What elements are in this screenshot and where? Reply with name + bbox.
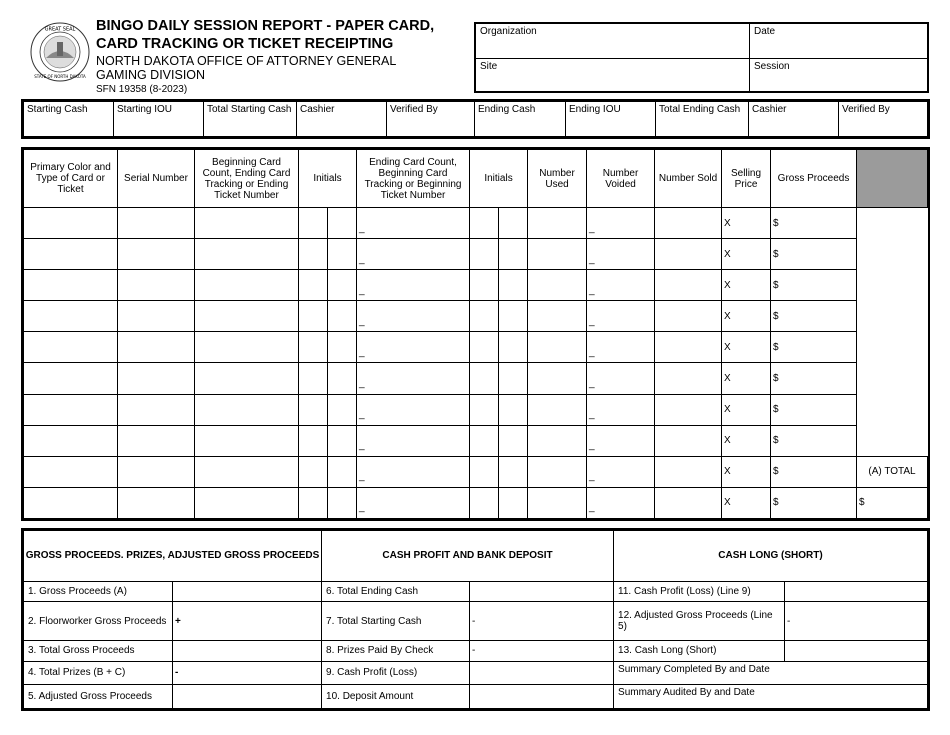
form-number: SFN 19358 (8-2023) bbox=[96, 84, 188, 95]
header-number-voided: Number Voided bbox=[587, 150, 655, 208]
agency-name bbox=[96, 54, 396, 82]
gross-proceeds-cell[interactable]: $ bbox=[771, 487, 857, 518]
site-label: Site bbox=[480, 61, 498, 72]
initials-2b-cell[interactable] bbox=[499, 394, 528, 425]
card-type-cell[interactable] bbox=[24, 363, 118, 394]
starting-cashier-field[interactable]: Cashier bbox=[297, 102, 387, 137]
gross-proceeds-cell[interactable]: $ bbox=[771, 456, 857, 487]
selling-price-cell[interactable]: X bbox=[722, 425, 771, 456]
gross-proceeds-cell[interactable]: $ bbox=[771, 239, 857, 270]
summary-header-cash-profit: CASH PROFIT AND BANK DEPOSIT bbox=[322, 531, 614, 582]
cash-line-label: 9. Cash Profit (Loss) bbox=[322, 661, 470, 685]
beginning-count-cell[interactable] bbox=[195, 270, 299, 301]
number-sold-cell[interactable] bbox=[655, 270, 722, 301]
site-field[interactable] bbox=[476, 59, 750, 91]
gross-proceeds-cell[interactable]: $ bbox=[771, 332, 857, 363]
cash-line-label: 8. Prizes Paid By Check bbox=[322, 641, 470, 661]
long-line-value[interactable]: - bbox=[785, 602, 928, 641]
table-row bbox=[24, 363, 928, 394]
initials-1a-cell[interactable] bbox=[299, 239, 328, 270]
serial-number-cell[interactable] bbox=[118, 363, 195, 394]
gross-line-value[interactable] bbox=[173, 581, 322, 601]
initials-2a-cell[interactable] bbox=[470, 301, 499, 332]
header-row bbox=[24, 150, 928, 208]
number-used-cell[interactable] bbox=[528, 239, 587, 270]
gross-line-label: 3. Total Gross Proceeds bbox=[24, 641, 173, 661]
initials-2b-cell[interactable] bbox=[499, 301, 528, 332]
number-voided-cell[interactable]: _ bbox=[587, 208, 655, 239]
selling-price-cell[interactable]: X bbox=[722, 394, 771, 425]
initials-2a-cell[interactable] bbox=[470, 270, 499, 301]
table-row bbox=[24, 332, 928, 363]
initials-2b-cell[interactable] bbox=[499, 239, 528, 270]
card-type-cell[interactable] bbox=[24, 301, 118, 332]
selling-price-cell[interactable]: X bbox=[722, 270, 771, 301]
table-row bbox=[24, 239, 928, 270]
initials-1b-cell[interactable] bbox=[328, 332, 357, 363]
initials-1a-cell[interactable] bbox=[299, 332, 328, 363]
serial-number-cell[interactable] bbox=[118, 394, 195, 425]
number-used-cell[interactable] bbox=[528, 301, 587, 332]
table-row bbox=[24, 425, 928, 456]
initials-1b-cell[interactable] bbox=[328, 425, 357, 456]
session-label: Session bbox=[754, 61, 790, 72]
initials-2a-cell[interactable] bbox=[470, 394, 499, 425]
form-title-line2: CARD TRACKING OR TICKET RECEIPTING bbox=[96, 36, 394, 52]
card-type-cell[interactable] bbox=[24, 394, 118, 425]
beginning-count-cell[interactable] bbox=[195, 456, 299, 487]
summary-row bbox=[24, 581, 928, 601]
ending-iou-field[interactable]: Ending IOU bbox=[566, 102, 656, 137]
selling-price-cell[interactable]: X bbox=[722, 332, 771, 363]
cash-line-value[interactable] bbox=[470, 661, 614, 685]
number-used-cell[interactable] bbox=[528, 332, 587, 363]
number-sold-cell[interactable] bbox=[655, 363, 722, 394]
summary-section bbox=[21, 528, 930, 711]
card-type-cell[interactable] bbox=[24, 208, 118, 239]
beginning-count-cell[interactable] bbox=[195, 487, 299, 518]
ending-cashier-field[interactable]: Cashier bbox=[749, 102, 839, 137]
initials-1a-cell[interactable] bbox=[299, 487, 328, 518]
number-sold-cell[interactable] bbox=[655, 487, 722, 518]
shaded-block bbox=[857, 150, 928, 208]
session-info-box bbox=[474, 22, 929, 93]
serial-number-cell[interactable] bbox=[118, 425, 195, 456]
initials-2b-cell[interactable] bbox=[499, 363, 528, 394]
ending-count-cell[interactable]: _ bbox=[357, 239, 470, 270]
gross-line-label: 1. Gross Proceeds (A) bbox=[24, 581, 173, 601]
total-value-cell[interactable]: $ bbox=[857, 487, 928, 518]
total-label: (A) TOTAL bbox=[857, 456, 928, 487]
beginning-count-cell[interactable] bbox=[195, 239, 299, 270]
ending-cash-field[interactable]: Ending Cash bbox=[475, 102, 566, 137]
gross-proceeds-cell[interactable]: $ bbox=[771, 208, 857, 239]
summary-row bbox=[24, 641, 928, 661]
summary-body bbox=[24, 581, 928, 708]
organization-label: Organization bbox=[480, 26, 537, 37]
gross-line-value[interactable] bbox=[173, 641, 322, 661]
cash-line-label: 7. Total Starting Cash bbox=[322, 602, 470, 641]
cash-line-label: 10. Deposit Amount bbox=[322, 685, 470, 709]
starting-iou-field[interactable]: Starting IOU bbox=[114, 102, 204, 137]
number-voided-cell[interactable]: _ bbox=[587, 394, 655, 425]
long-line-value[interactable] bbox=[785, 581, 928, 601]
card-type-cell[interactable] bbox=[24, 456, 118, 487]
cash-line-value[interactable]: - bbox=[470, 641, 614, 661]
agency-line1: NORTH DAKOTA OFFICE OF ATTORNEY GENERAL bbox=[96, 54, 397, 68]
initials-1a-cell[interactable] bbox=[299, 270, 328, 301]
serial-number-cell[interactable] bbox=[118, 270, 195, 301]
card-type-cell[interactable] bbox=[24, 487, 118, 518]
starting-verified-by-field[interactable]: Verified By bbox=[387, 102, 475, 137]
table-row bbox=[24, 456, 928, 487]
summary-row bbox=[24, 602, 928, 641]
header-selling-price: Selling Price bbox=[722, 150, 771, 208]
number-sold-cell[interactable] bbox=[655, 332, 722, 363]
number-sold-cell[interactable] bbox=[655, 456, 722, 487]
ending-count-cell[interactable]: _ bbox=[357, 332, 470, 363]
initials-1a-cell[interactable] bbox=[299, 425, 328, 456]
total-ending-cash-field[interactable]: Total Ending Cash bbox=[656, 102, 749, 137]
summary-header-gross: GROSS PROCEEDS. PRIZES, ADJUSTED GROSS PROCEEDS bbox=[24, 531, 322, 582]
initials-1b-cell[interactable] bbox=[328, 239, 357, 270]
table-body bbox=[24, 208, 928, 519]
gross-line-value[interactable]: - bbox=[173, 661, 322, 685]
seal-text-top: GREAT SEAL bbox=[44, 26, 76, 33]
initials-2b-cell[interactable] bbox=[499, 332, 528, 363]
initials-2a-cell[interactable] bbox=[470, 363, 499, 394]
ending-count-cell[interactable]: _ bbox=[357, 270, 470, 301]
initials-2b-cell[interactable] bbox=[499, 208, 528, 239]
initials-1a-cell[interactable] bbox=[299, 456, 328, 487]
number-voided-cell[interactable]: _ bbox=[587, 363, 655, 394]
number-sold-cell[interactable] bbox=[655, 239, 722, 270]
summary-header-cash-long: CASH LONG (SHORT) bbox=[614, 531, 928, 582]
header-initials-1: Initials bbox=[299, 150, 357, 208]
seal-text-bottom: STATE OF NORTH DAKOTA bbox=[34, 74, 86, 79]
long-line-label: 11. Cash Profit (Loss) (Line 9) bbox=[614, 581, 785, 601]
initials-2a-cell[interactable] bbox=[470, 456, 499, 487]
summary-audited-by-field[interactable]: Summary Audited By and Date bbox=[614, 685, 928, 709]
table-row bbox=[24, 270, 928, 301]
initials-2b-cell[interactable] bbox=[499, 456, 528, 487]
beginning-count-cell[interactable] bbox=[195, 332, 299, 363]
gross-line-label: 2. Floorworker Gross Proceeds bbox=[24, 602, 173, 641]
summary-completed-by-field[interactable]: Summary Completed By and Date bbox=[614, 661, 928, 685]
initials-1a-cell[interactable] bbox=[299, 363, 328, 394]
ending-verified-by-field[interactable]: Verified By bbox=[839, 102, 928, 137]
state-seal-icon bbox=[30, 22, 90, 82]
initials-2a-cell[interactable] bbox=[470, 239, 499, 270]
selling-price-cell[interactable]: X bbox=[722, 363, 771, 394]
number-used-cell[interactable] bbox=[528, 425, 587, 456]
date-field[interactable] bbox=[750, 24, 927, 59]
number-voided-cell[interactable]: _ bbox=[587, 239, 655, 270]
card-type-cell[interactable] bbox=[24, 332, 118, 363]
beginning-count-cell[interactable] bbox=[195, 363, 299, 394]
selling-price-cell[interactable]: X bbox=[722, 456, 771, 487]
card-type-cell[interactable] bbox=[24, 239, 118, 270]
serial-number-cell[interactable] bbox=[118, 208, 195, 239]
long-line-label: 12. Adjusted Gross Proceeds (Line 5) bbox=[614, 602, 785, 641]
gross-proceeds-cell[interactable]: $ bbox=[771, 394, 857, 425]
serial-number-cell[interactable] bbox=[118, 239, 195, 270]
gross-proceeds-cell[interactable]: $ bbox=[771, 363, 857, 394]
cash-line-value[interactable] bbox=[470, 581, 614, 601]
gross-line-label: 4. Total Prizes (B + C) bbox=[24, 661, 173, 685]
initials-2a-cell[interactable] bbox=[470, 425, 499, 456]
gross-proceeds-cell[interactable]: $ bbox=[771, 301, 857, 332]
summary-header-row bbox=[24, 531, 928, 582]
agency-line2: GAMING DIVISION bbox=[96, 68, 206, 82]
long-line-label: 13. Cash Long (Short) bbox=[614, 641, 785, 661]
header-number-sold: Number Sold bbox=[655, 150, 722, 208]
card-type-cell[interactable] bbox=[24, 425, 118, 456]
starting-cash-field[interactable]: Starting Cash bbox=[24, 102, 114, 137]
card-tracking-table bbox=[21, 147, 930, 521]
beginning-count-cell[interactable] bbox=[195, 425, 299, 456]
beginning-count-cell[interactable] bbox=[195, 208, 299, 239]
ending-count-cell[interactable]: _ bbox=[357, 208, 470, 239]
table-row bbox=[24, 208, 928, 239]
number-used-cell[interactable] bbox=[528, 270, 587, 301]
gross-line-label: 5. Adjusted Gross Proceeds bbox=[24, 685, 173, 709]
cash-bar-row bbox=[24, 102, 928, 137]
header-gross-proceeds: Gross Proceeds bbox=[771, 150, 857, 208]
initials-1b-cell[interactable] bbox=[328, 363, 357, 394]
ending-count-cell[interactable]: _ bbox=[357, 456, 470, 487]
cash-line-value[interactable]: - bbox=[470, 602, 614, 641]
number-used-cell[interactable] bbox=[528, 487, 587, 518]
header-beginning-count: Beginning Card Count, Ending Card Tracking or Ending Ticket Number bbox=[195, 150, 299, 208]
serial-number-cell[interactable] bbox=[118, 332, 195, 363]
initials-2b-cell[interactable] bbox=[499, 487, 528, 518]
long-line-value[interactable] bbox=[785, 641, 928, 661]
beginning-count-cell[interactable] bbox=[195, 301, 299, 332]
initials-1b-cell[interactable] bbox=[328, 301, 357, 332]
date-label: Date bbox=[754, 26, 776, 37]
initials-2b-cell[interactable] bbox=[499, 270, 528, 301]
initials-1a-cell[interactable] bbox=[299, 301, 328, 332]
selling-price-cell[interactable]: X bbox=[722, 487, 771, 518]
cash-line-value[interactable] bbox=[470, 685, 614, 709]
table-row bbox=[24, 394, 928, 425]
header-number-used: Number Used bbox=[528, 150, 587, 208]
initials-2a-cell[interactable] bbox=[470, 332, 499, 363]
selling-price-cell[interactable]: X bbox=[722, 208, 771, 239]
number-voided-cell[interactable]: _ bbox=[587, 425, 655, 456]
gross-line-value[interactable] bbox=[173, 685, 322, 709]
ending-count-cell[interactable]: _ bbox=[357, 487, 470, 518]
serial-number-cell[interactable] bbox=[118, 301, 195, 332]
number-sold-cell[interactable] bbox=[655, 425, 722, 456]
form-title-line1: BINGO DAILY SESSION REPORT - PAPER CARD, bbox=[96, 18, 435, 34]
number-used-cell[interactable] bbox=[528, 456, 587, 487]
initials-2a-cell[interactable] bbox=[470, 487, 499, 518]
number-used-cell[interactable] bbox=[528, 394, 587, 425]
card-type-cell[interactable] bbox=[24, 270, 118, 301]
beginning-count-cell[interactable] bbox=[195, 394, 299, 425]
organization-field[interactable] bbox=[476, 24, 750, 59]
initials-1a-cell[interactable] bbox=[299, 208, 328, 239]
ending-count-cell[interactable]: _ bbox=[357, 394, 470, 425]
header-ending-count: Ending Card Count, Beginning Card Tracking or Beginning Ticket Number bbox=[357, 150, 470, 208]
selling-price-cell[interactable]: X bbox=[722, 301, 771, 332]
header-initials-2: Initials bbox=[470, 150, 528, 208]
number-used-cell[interactable] bbox=[528, 208, 587, 239]
header-serial-number: Serial Number bbox=[118, 150, 195, 208]
number-sold-cell[interactable] bbox=[655, 301, 722, 332]
gross-proceeds-cell[interactable]: $ bbox=[771, 425, 857, 456]
table-row bbox=[24, 301, 928, 332]
number-voided-cell[interactable]: _ bbox=[587, 487, 655, 518]
initials-1b-cell[interactable] bbox=[328, 394, 357, 425]
initials-1a-cell[interactable] bbox=[299, 394, 328, 425]
ending-count-cell[interactable]: _ bbox=[357, 363, 470, 394]
total-starting-cash-field[interactable]: Total Starting Cash bbox=[204, 102, 297, 137]
cash-bar bbox=[21, 99, 930, 139]
number-sold-cell[interactable] bbox=[655, 394, 722, 425]
number-sold-cell[interactable] bbox=[655, 208, 722, 239]
gross-proceeds-cell[interactable]: $ bbox=[771, 270, 857, 301]
gross-line-value[interactable]: + bbox=[173, 602, 322, 641]
form-title bbox=[96, 17, 468, 53]
initials-1b-cell[interactable] bbox=[328, 487, 357, 518]
number-voided-cell[interactable]: _ bbox=[587, 456, 655, 487]
number-voided-cell[interactable]: _ bbox=[587, 270, 655, 301]
serial-number-cell[interactable] bbox=[118, 456, 195, 487]
summary-row bbox=[24, 661, 928, 685]
number-voided-cell[interactable]: _ bbox=[587, 301, 655, 332]
cash-line-label: 6. Total Ending Cash bbox=[322, 581, 470, 601]
ending-count-cell[interactable]: _ bbox=[357, 425, 470, 456]
number-used-cell[interactable] bbox=[528, 363, 587, 394]
header-card-type: Primary Color and Type of Card or Ticket bbox=[24, 150, 118, 208]
summary-row bbox=[24, 685, 928, 709]
initials-1b-cell[interactable] bbox=[328, 270, 357, 301]
table-row bbox=[24, 487, 928, 518]
ending-count-cell[interactable]: _ bbox=[357, 301, 470, 332]
initials-2b-cell[interactable] bbox=[499, 425, 528, 456]
number-voided-cell[interactable]: _ bbox=[587, 332, 655, 363]
initials-2a-cell[interactable] bbox=[470, 208, 499, 239]
initials-1b-cell[interactable] bbox=[328, 456, 357, 487]
serial-number-cell[interactable] bbox=[118, 487, 195, 518]
initials-1b-cell[interactable] bbox=[328, 208, 357, 239]
session-field[interactable] bbox=[750, 59, 927, 91]
selling-price-cell[interactable]: X bbox=[722, 239, 771, 270]
